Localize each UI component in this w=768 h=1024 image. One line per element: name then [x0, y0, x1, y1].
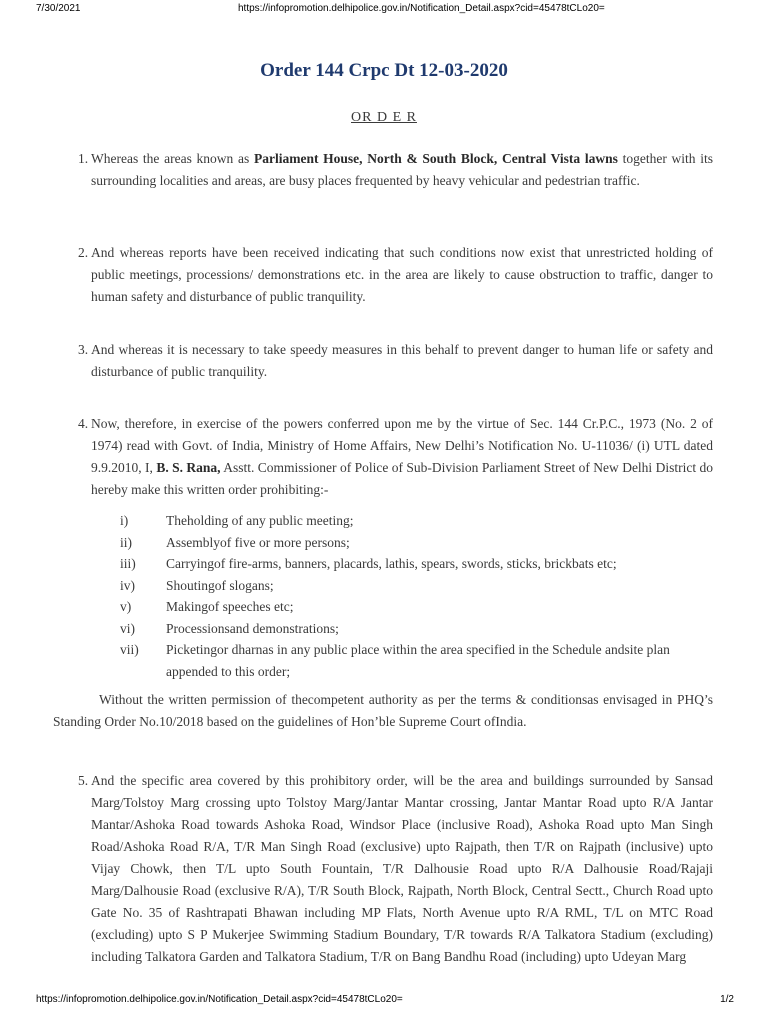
list-item-text: Picketingor dharnas in any public place within the area specified in the Schedule andsite plan appended to this order; [166, 642, 670, 679]
paragraph-number: 3. [78, 342, 89, 357]
paragraph-5 [78, 770, 713, 968]
paragraph-3 [78, 339, 713, 383]
paragraph-number: 4. [78, 416, 89, 431]
list-item-number: vii) [120, 642, 139, 657]
paragraph-number: 5. [78, 773, 89, 788]
list-item-text: Theholding of any public meeting; [166, 513, 354, 528]
paragraph-number: 1. [78, 151, 89, 166]
list-item [120, 532, 720, 554]
list-item [120, 553, 720, 575]
paragraph-number: 2. [78, 245, 89, 260]
prohibition-list [120, 510, 720, 682]
paragraph-text: Without the written permission of thecompetent authority as per the terms & conditionsas envisaged in PHQ’s Standing Order No.10/2018 based on the guidelines of Hon’ble Supreme Court ofIndia. [53, 692, 713, 729]
list-item-text: Carryingof fire-arms, banners, placards, lathis, spears, swords, sticks, brickbats etc; [166, 556, 617, 571]
list-item-number: iv) [120, 577, 135, 593]
paragraph-text: And whereas it is necessary to take speedy measures in this behalf to prevent danger to human life or safety and disturbance of public tranquility. [91, 342, 713, 379]
page-title: Order 144 Crpc Dt 12-03-2020 [260, 60, 508, 81]
paragraph-text: And the specific area covered by this prohibitory order, will be the area and buildings surrounded by Sansad Marg/Tolstoy Marg crossing upto Tolstoy Marg/Jantar Mantar crossing, Jantar Mantar Road upto R/A Jantar Mantar/Ashoka Road towards Ashoka Road, Windsor Place (inclusive Road), Ashoka Road upto Man Singh Road/Ashoka Road R/A, T/R Man Singh Road (exclusive) upto Rajpath, then T/R on Rajpath (inclusive) upto Vijay Chowk, then T/L upto South Fountain, T/R Dalhousie Road upto R/A Dalhousie Road/Rajaji Marg/Dalhousie Road (exclusive R/A), T/R South Block, Rajpath, North Block, Central Sectt., Church Road upto Gate No. 35 of Rashtrapati Bhawan including MP Flats, North Avenue upto R/A RML, T/L on MTC Road (excluding) upto S P Mukerjee Swimming Stadium Boundary, T/R towards R/A Talkatora Stadium (excluding) including Talkatora Garden and Talkatora Stadium, T/R on Bang Bandhu Road (including) upto Udeyan Marg [91, 773, 713, 964]
paragraph-4 [78, 413, 713, 501]
paragraph-bold-text: B. S. Rana, [156, 460, 221, 475]
list-item-number: vi) [120, 620, 135, 636]
list-item-text: Shoutingof slogans; [166, 577, 274, 593]
list-item [120, 575, 720, 597]
list-item-number: v) [120, 599, 132, 614]
paragraph-text: Asstt. Commissioner of Police of Sub-Division Parliament Street of New Delhi District do hereby make this written order prohibiting:- [91, 460, 714, 497]
permission-paragraph [53, 689, 713, 733]
list-item-number: ii) [120, 534, 132, 550]
order-heading: OR D E R [351, 110, 417, 125]
paragraph-text: Whereas the areas known as [91, 151, 254, 166]
paragraph-text: And whereas reports have been received indicating that such conditions now exist that unrestricted holding of public meetings, processions/ demonstrations etc. in the area are likely to cause obstruction to traffic, danger to human safety and disturbance of public tranquility. [91, 245, 713, 304]
paragraph-2 [78, 242, 713, 308]
paragraph-text: Now, therefore, in exercise of the powers conferred upon me by the virtue of Sec. 144 Cr.P.C., 1973 (No. 2 of 1974) read with Govt. of India, Ministry of Home Affairs, New Delhi’s Notification No. U-11036/ (i) UTL dated 9.9.2010, I, [91, 416, 713, 475]
print-date: 7/30/2021 [36, 3, 81, 14]
paragraph-bold-text: Parliament House, North & South Block, Central Vista lawns [253, 151, 618, 166]
print-footer-url[interactable]: https://infopromotion.delhipolice.gov.in/Notification_Detail.aspx?cid=45478tCLo20= [36, 994, 403, 1005]
list-item-number: iii) [120, 556, 136, 571]
print-footer [0, 994, 768, 1008]
list-item [120, 639, 720, 682]
list-item-text: Assemblyof five or more persons; [166, 534, 350, 550]
page-number: 1/2 [720, 994, 734, 1005]
print-header-url[interactable]: https://infopromotion.delhipolice.gov.in/Notification_Detail.aspx?cid=45478tCLo20= [238, 3, 605, 14]
list-item-number: i) [120, 513, 129, 528]
print-header [0, 3, 768, 17]
list-item-text: Makingof speeches etc; [166, 599, 294, 614]
list-item [120, 510, 720, 532]
list-item-text: Processionsand demonstrations; [166, 620, 339, 636]
paragraph-text: together with its surrounding localities and areas, are busy places frequented by heavy vehicular and pedestrian traffic. [91, 151, 713, 188]
list-item [120, 618, 720, 640]
list-item [120, 596, 720, 618]
paragraph-1 [78, 148, 713, 192]
